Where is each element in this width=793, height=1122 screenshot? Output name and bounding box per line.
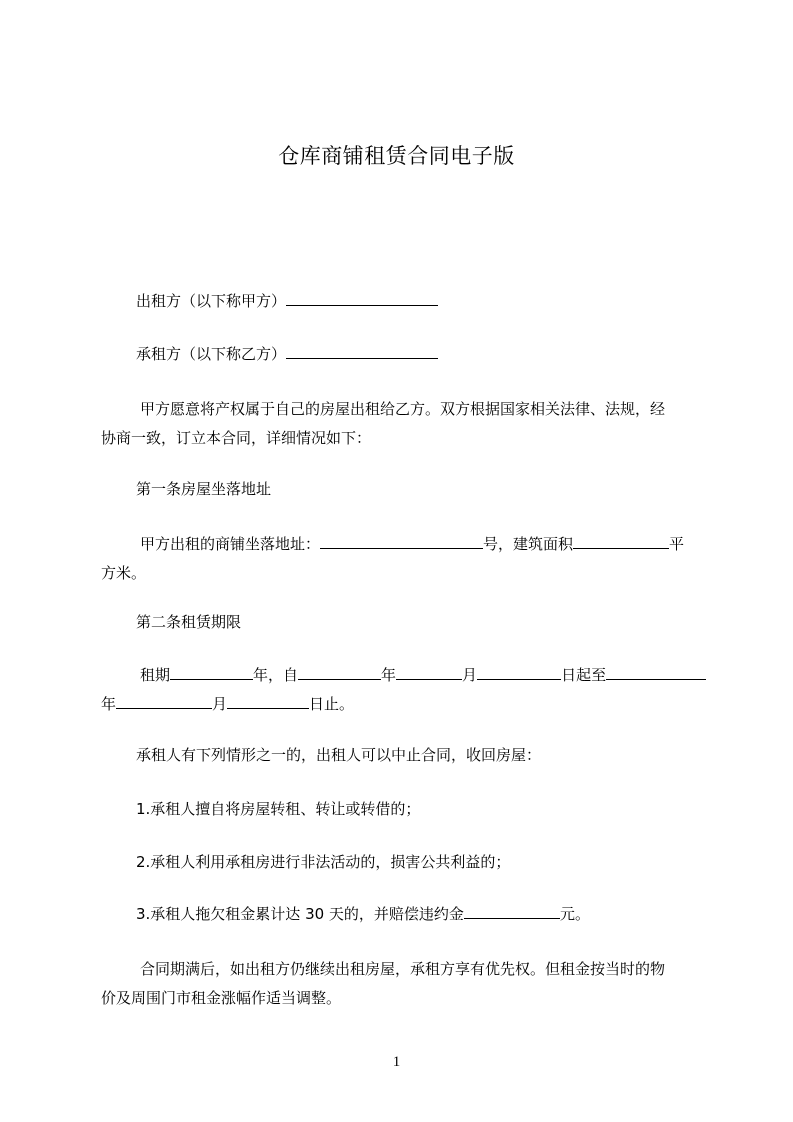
start-day-blank	[477, 662, 561, 680]
renew-line-1: 合同期满后，如出租方仍继续出租房屋，承租方享有优先权。但租金按当时的物	[140, 960, 666, 978]
intro-line-1: 甲方愿意将产权属于自己的房屋出租给乙方。双方根据国家相关法律、法规，经	[140, 400, 666, 418]
term-blank	[170, 662, 253, 680]
term-from: 日起至	[561, 666, 607, 684]
item-2: 2.承租人利用承租房进行非法活动的，损害公共利益的；	[136, 853, 511, 871]
item3-prefix: 3.承租人拖欠租金累计达 30 天的，并赔偿违约金	[136, 905, 464, 923]
lessee-label: 承租方（以下称乙方）	[136, 345, 287, 363]
penalty-blank	[464, 901, 560, 919]
area-blank	[573, 531, 669, 549]
lessee-line	[136, 339, 737, 369]
item-1: 1.承租人擅自将房屋转租、转让或转借的；	[136, 800, 421, 818]
article1-title: 第一条房屋坐落地址	[136, 480, 272, 498]
end-month-blank	[116, 691, 212, 709]
address-prefix: 甲方出租的商铺坐落地址：	[140, 535, 321, 553]
term-line-2	[101, 689, 702, 719]
item-3	[136, 899, 737, 929]
start-month-blank	[396, 662, 462, 680]
term-year: 年，自	[253, 666, 299, 684]
term-end-year: 年	[101, 695, 117, 713]
end-blank	[606, 662, 706, 680]
address-line	[140, 529, 741, 559]
address-blank	[320, 531, 483, 549]
lessor-label: 出租方（以下称甲方）	[136, 292, 287, 310]
term-label: 租期	[140, 666, 171, 684]
end-day-blank	[227, 691, 309, 709]
address-unit-b: 方米。	[101, 564, 147, 582]
lessor-line	[136, 286, 737, 316]
term-end-month: 月	[212, 695, 228, 713]
article2-title: 第二条租赁期限	[136, 613, 242, 631]
address-number: 号，建筑面积	[483, 535, 574, 553]
term-year2: 年	[381, 666, 397, 684]
item3-suffix: 元。	[559, 905, 590, 923]
lessor-blank	[286, 288, 438, 306]
address-unit-a: 平	[669, 535, 685, 553]
document-title: 仓库商铺租赁合同电子版	[278, 144, 515, 168]
terminate-intro: 承租人有下列情形之一的，出租人可以中止合同，收回房屋：	[136, 746, 542, 764]
intro-line-2: 协商一致，订立本合同，详细情况如下：	[101, 429, 372, 447]
renew-line-2: 价及周围门市租金涨幅作适当调整。	[101, 989, 342, 1007]
term-month: 月	[462, 666, 478, 684]
term-end-day: 日止。	[309, 695, 355, 713]
term-line-1	[140, 660, 741, 690]
page-number: 1	[392, 1054, 401, 1070]
lessee-blank	[286, 341, 438, 359]
start-year-blank	[298, 662, 381, 680]
